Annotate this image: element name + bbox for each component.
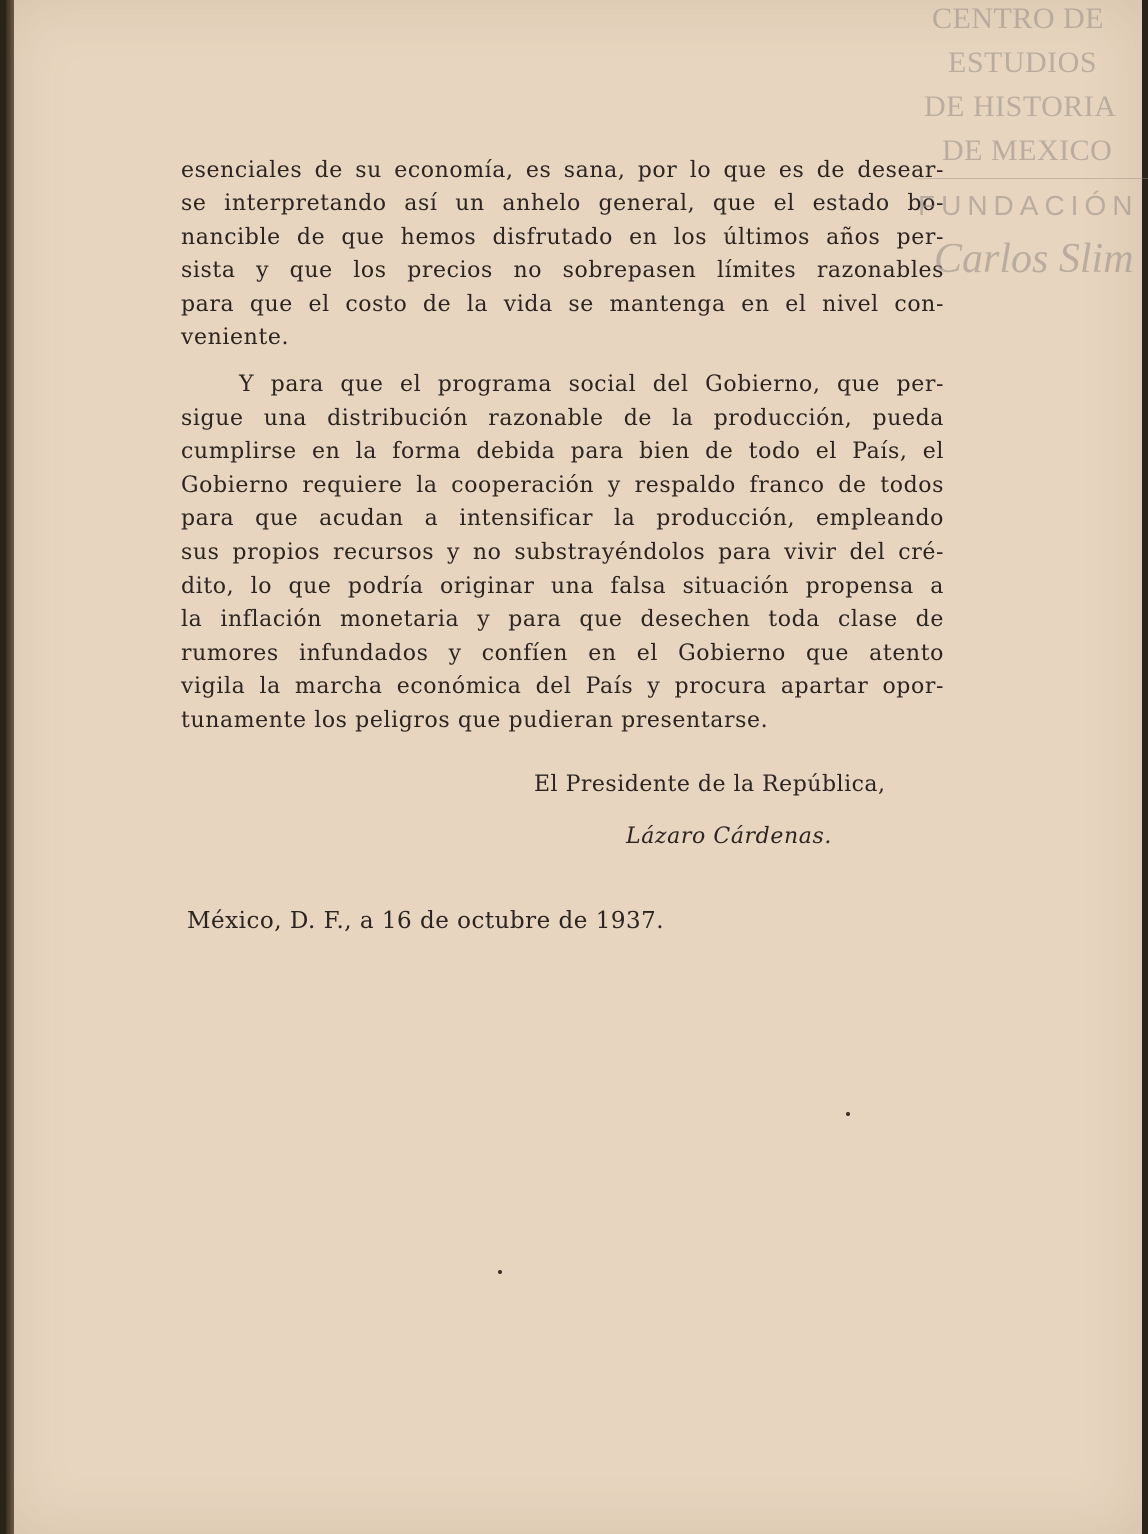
- paragraph-2-line: rumores infundados y confíen en el Gobierno que atento: [181, 640, 944, 666]
- paragraph-1-line: sista y que los precios no sobrepasen límites razonables: [181, 258, 944, 284]
- paragraph-1-line: veniente.: [181, 325, 290, 351]
- paragraph-2: [181, 368, 944, 738]
- watermark-divider: [918, 178, 1148, 179]
- page-edge: [6, 0, 14, 1534]
- paragraph-1-line: se interpretando así un anhelo general, que el estado bo-: [181, 191, 944, 217]
- paper-speck: [846, 1112, 850, 1116]
- svg-text:Carlos Slim: Carlos Slim: [934, 236, 1134, 282]
- paragraph-2-line: para que acudan a intensificar la producción, empleando: [181, 506, 944, 532]
- paragraph-2-line: cumplirse en la forma debida para bien de todo el País, el: [181, 439, 944, 465]
- paragraph-1-line: nancible de que hemos disfrutado en los últimos años per-: [181, 224, 944, 250]
- paragraph-2-line: Y para que el programa social del Gobierno, que per-: [239, 372, 944, 397]
- paragraph-2-line: la inflación monetaria y para que desechen toda clase de: [181, 607, 944, 633]
- place-date: México, D. F., a 16 de octubre de 1937.: [187, 908, 665, 934]
- paragraph-2-line: sus propios recursos y no substrayéndolos para vivir del cré-: [181, 539, 944, 565]
- watermark-line: DE HISTORIA: [924, 90, 1117, 123]
- paragraph-2-line: sigue una distribución razonable de la producción, pueda: [181, 405, 944, 431]
- paragraph-2-line: dito, lo que podría originar una falsa situación propensa a: [181, 573, 944, 599]
- paragraph-2-line: tunamente los peligros que pudieran presentarse.: [181, 707, 769, 733]
- archive-watermark: [918, 0, 1148, 285]
- watermark-line: CENTRO DE: [932, 2, 1104, 35]
- paragraph-2-line: Gobierno requiere la cooperación y respaldo franco de todos: [181, 472, 944, 498]
- signature-title: El Presidente de la República,: [534, 772, 886, 797]
- watermark-fundacion: FUNDACIÓN: [918, 190, 1139, 221]
- paragraph-1-line: esenciales de su economía, es sana, por lo que es de desear-: [181, 158, 944, 183]
- watermark-line: ESTUDIOS: [948, 46, 1098, 79]
- watermark-line: DE MEXICO: [942, 134, 1113, 167]
- paragraph-1-line: para que el costo de la vida se mantenga en el nivel con-: [181, 291, 944, 317]
- watermark-signature-logo: [930, 232, 1148, 284]
- paper-speck: [498, 1270, 502, 1274]
- paragraph-1: [181, 154, 944, 354]
- paragraph-2-line: vigila la marcha económica del País y procura apartar opor-: [181, 674, 944, 700]
- signature-name: Lázaro Cárdenas.: [626, 824, 832, 849]
